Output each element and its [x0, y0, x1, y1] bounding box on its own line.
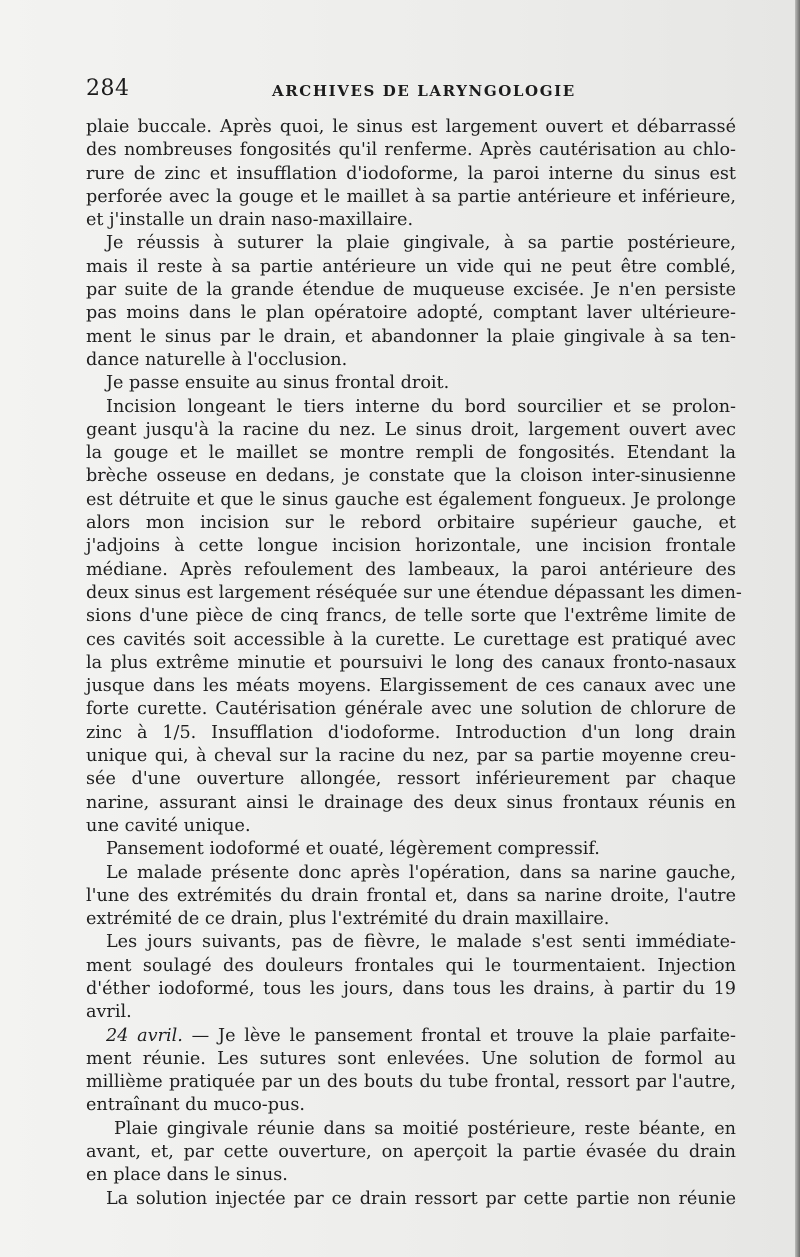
page-edge-shadow [795, 0, 800, 1257]
text-line: pas moins dans le plan opératoire adopté, comptant laver ultérieure- [86, 303, 736, 324]
text-line: médiane. Après refoulement des lambeaux, la paroi antérieure des [86, 559, 736, 580]
paragraph [86, 396, 742, 839]
text-line: Je passe ensuite au sinus frontal droit. [106, 373, 450, 394]
paragraph [86, 1025, 736, 1118]
text-line: jusque dans les méats moyens. Elargissement de ces canaux avec une [86, 676, 736, 697]
text-line: geant jusqu'à la racine du nez. Le sinus droit, largement ouvert avec [86, 419, 736, 440]
text-line: rure de zinc et insufflation d'iodoforme, la paroi interne du sinus est [86, 163, 736, 184]
text-line: Incision longeant le tiers interne du bord sourcilier et se prolon- [106, 396, 736, 417]
text-line: par suite de la grande étendue de muqueuse excisée. Je n'en persiste [86, 280, 736, 301]
text-line: forte curette. Cautérisation générale avec une solution de chlorure de [86, 699, 736, 720]
text-fragment: — Je lève le pansement frontal et trouve la plaie parfaite- [182, 1025, 736, 1046]
text-line: la gouge et le maillet se montre rempli de fongosités. Etendant la [86, 443, 736, 464]
text-line: est détruite et que le sinus gauche est également fongueux. Je prolonge [86, 489, 736, 510]
text-line: avril. [86, 1002, 132, 1023]
page-number: 284 [86, 76, 130, 101]
text-line: la plus extrême minutie et poursuivi le long des canaux fronto-nasaux [86, 652, 736, 673]
text-line: brèche osseuse en dedans, je constate que la cloison inter-sinusienne [86, 466, 736, 487]
text-line: sions d'une pièce de cinq francs, de telle sorte que l'extrême limite de [86, 606, 736, 627]
entry-date: 24 avril. [106, 1025, 183, 1046]
paragraph [86, 1188, 736, 1211]
text-line: unique qui, à cheval sur la racine du nez, par sa partie moyenne creu- [86, 746, 736, 767]
text-line: Pansement iodoformé et ouaté, légèrement compressif. [106, 839, 600, 860]
text-line: narine, assurant ainsi le drainage des deux sinus frontaux réunis en [86, 792, 736, 813]
text-line: sée d'une ouverture allongée, ressort inférieurement par chaque [86, 769, 736, 790]
text-line: plaie buccale. Après quoi, le sinus est largement ouvert et débarrassé [86, 117, 736, 137]
text-line: millième pratiquée par un des bouts du tube frontal, ressort par l'autre, [86, 1072, 736, 1093]
text-line: ment réunie. Les sutures sont enlevées. Une solution de formol au [86, 1048, 736, 1069]
text-line: Plaie gingivale réunie dans sa moitié postérieure, reste béante, en [114, 1118, 736, 1139]
text-line: zinc à 1/5. Insufflation d'iodoforme. Introduction d'un long drain [86, 722, 736, 743]
text-line [86, 1025, 736, 1048]
text-line: en place dans le sinus. [86, 1165, 288, 1186]
text-line: Je réussis à suturer la plaie gingivale, à sa partie postérieure, [106, 233, 736, 254]
text-line: des nombreuses fongosités qu'il renferme. Après cautérisation au chlo- [86, 140, 736, 161]
text-line: alors mon incision sur le rebord orbitaire supérieur gauche, et [86, 513, 736, 534]
running-title: ARCHIVES DE LARYNGOLOGIE [272, 82, 576, 100]
text-line: perforée avec la gouge et le maillet à sa partie antérieure et inférieure, [86, 186, 736, 207]
text-line: mais il reste à sa partie antérieure un vide qui ne peut être comblé, [86, 256, 736, 277]
text-line: une cavité unique. [86, 815, 251, 836]
text-line: deux sinus est largement réséquée sur une étendue dépassant les dimen- [86, 582, 742, 603]
paragraph [86, 862, 736, 932]
text-line: Les jours suivants, pas de fièvre, le malade s'est senti immédiate- [106, 932, 736, 953]
text-line: ment le sinus par le drain, et abandonner la plaie gingivale à sa ten- [86, 326, 736, 347]
text-line: La solution injectée par ce drain ressort par cette partie non réunie [106, 1188, 736, 1209]
paragraph [86, 1118, 736, 1188]
text-line: j'adjoins à cette longue incision horizontale, une incision frontale [86, 536, 736, 557]
paragraph [86, 838, 736, 861]
text-line: et j'installe un drain naso-maxillaire. [86, 210, 414, 231]
text-line: dance naturelle à l'occlusion. [86, 349, 348, 370]
text-line: extrémité de ce drain, plus l'extrémité du drain maxillaire. [86, 909, 610, 930]
body-text [86, 116, 742, 1211]
text-line: avant, et, par cette ouverture, on aperçoit la partie évasée du drain [86, 1142, 736, 1163]
text-line: entraînant du muco-pus. [86, 1095, 305, 1116]
paragraph [86, 232, 736, 372]
text-line: l'une des extrémités du drain frontal et, dans sa narine droite, l'autre [86, 885, 736, 906]
paragraph [86, 116, 736, 232]
text-line: Le malade présente donc après l'opération, dans sa narine gauche, [106, 862, 736, 883]
text-line: ment soulagé des douleurs frontales qui le tourmentaient. Injection [86, 955, 736, 976]
running-header [86, 76, 736, 106]
text-line: ces cavités soit accessible à la curette. Le curettage est pratiqué avec [86, 629, 736, 650]
paragraph [86, 931, 736, 1024]
paragraph [86, 372, 736, 395]
text-line: d'éther iodoformé, tous les jours, dans tous les drains, à partir du 19 [86, 978, 736, 999]
